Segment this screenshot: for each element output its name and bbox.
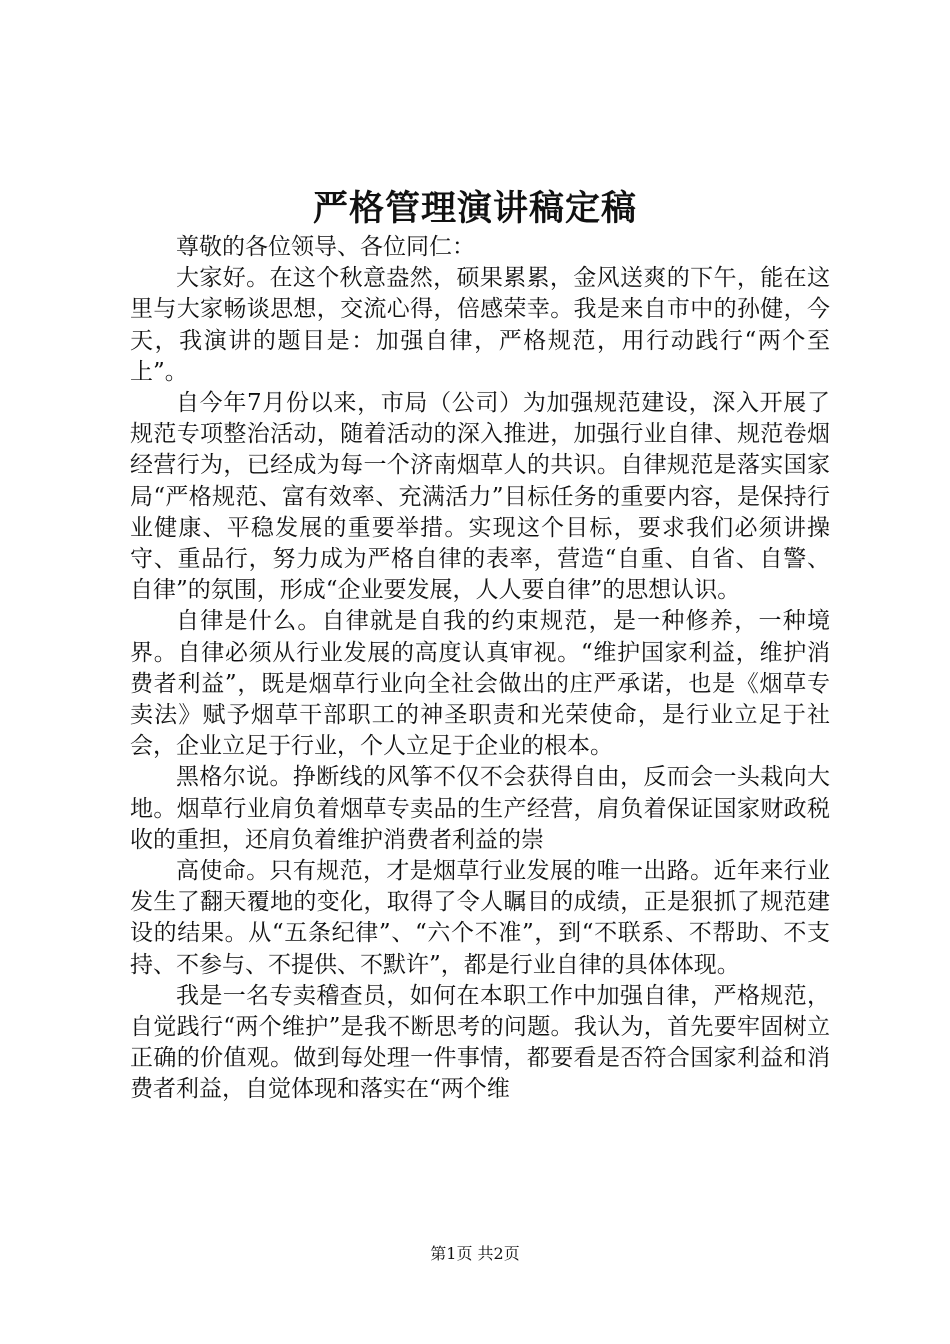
paragraph-hegel: 黑格尔说。挣断线的风筝不仅不会获得自由，反而会一头栽向大地。烟草行业肩负着烟草专卖品的生产经营，肩负着保证国家财政税收的重担，还肩负着维护消费者利益的崇 (130, 764, 830, 853)
paragraph-mission: 高使命。只有规范，才是烟草行业发展的唯一出路。近年来行业发生了翻天覆地的变化，取得了令人瞩目的成绩，正是狠抓了规范建设的结果。从“五条纪律”、“六个不准”，到“不联系、不帮助、不支持、不参与、不提供、不默许”，都是行业自律的具体体现。 (130, 858, 830, 978)
document-body (130, 232, 830, 1106)
page-number-footer: 第1页 共2页 (430, 1244, 520, 1263)
document-title: 严格管理演讲稿定稿 (312, 188, 637, 229)
paragraph-inspector: 我是一名专卖稽查员，如何在本职工作中加强自律，严格规范，自觉践行“两个维护”是我不断思考的问题。我认为，首先要牢固树立正确的价值观。做到每处理一件事情，都要看是否符合国家利益和消费者利益，自觉体现和落实在“两个维 (130, 982, 830, 1103)
paragraph-self-discipline: 自律是什么。自律就是自我的约束规范，是一种修养，一种境界。自律必须从行业发展的高度认真审视。“维护国家利益，维护消费者利益”，既是烟草行业向全社会做出的庄严承诺，也是《烟草专卖法》赋予烟草干部职工的神圣职责和光荣使命，是行业立足于社会，企业立足于行业，个人立足于企业的根本。 (130, 608, 830, 760)
paragraph-greeting: 大家好。在这个秋意盎然，硕果累累，金风送爽的下午，能在这里与大家畅谈思想，交流心得，倍感荣幸。我是来自市中的孙健，今天，我演讲的题目是：加强自律，严格规范，用行动践行“两个至上”。 (130, 265, 830, 385)
paragraph-background: 自今年7月份以来，市局（公司）为加强规范建设，深入开展了规范专项整治活动，随着活动的深入推进，加强行业自律、规范卷烟经营行为，已经成为每一个济南烟草人的共识。自律规范是落实国家局“严格规范、富有效率、充满活力”目标任务的重要内容，是保持行业健康、平稳发展的重要举措。实现这个目标，要求我们必须讲操守、重品行，努力成为严格自律的表率，营造“自重、自省、自警、自律”的氛围，形成“企业要发展，人人要自律”的思想认识。 (130, 390, 830, 604)
paragraph-salutation: 尊敬的各位领导、各位同仁： (176, 234, 475, 260)
